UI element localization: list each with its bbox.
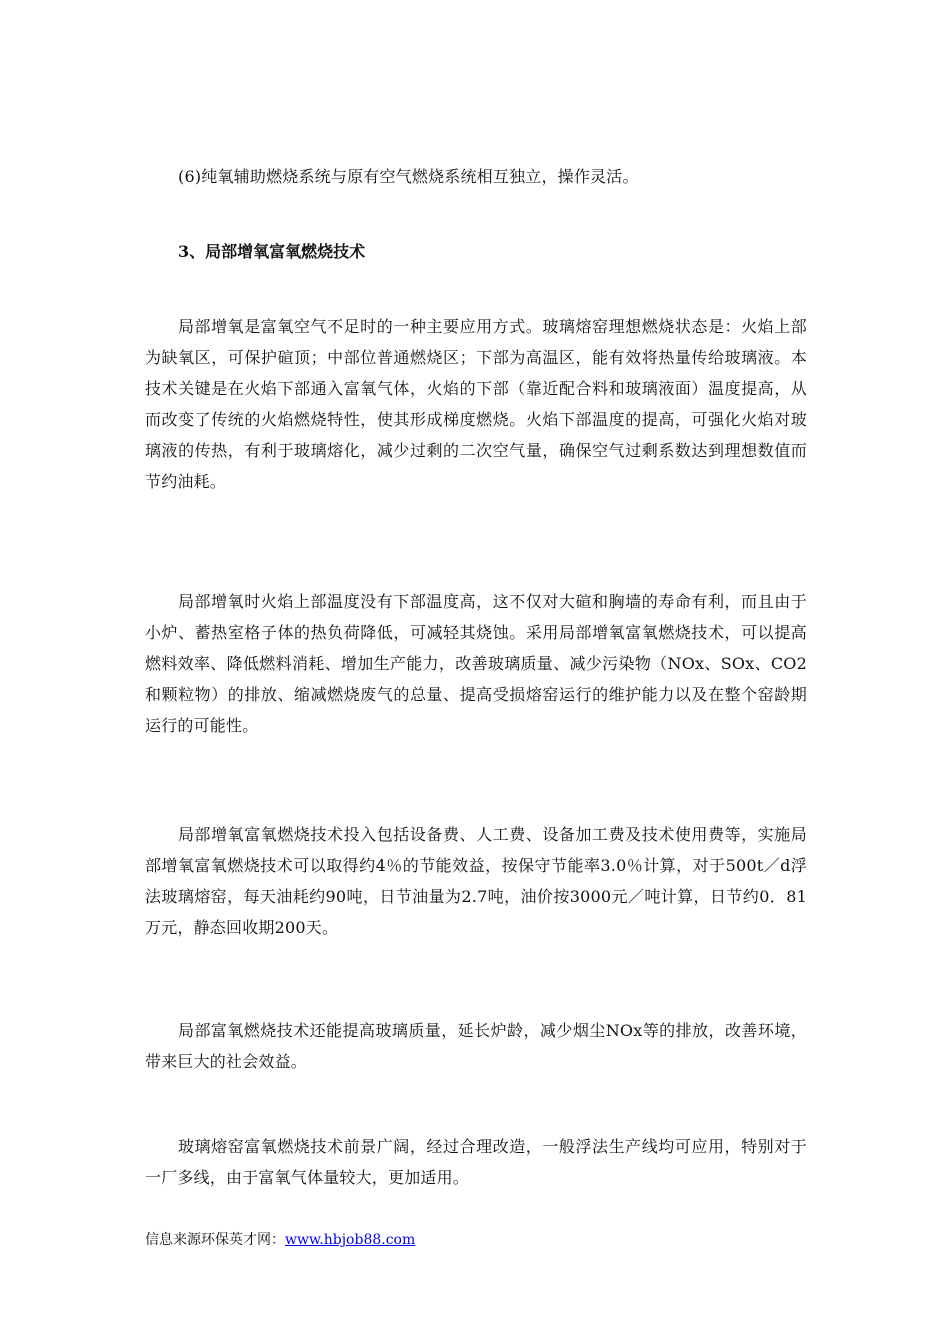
paragraph-pure-oxygen-system: (6)纯氧辅助燃烧系统与原有空气燃烧系统相互独立，操作灵活。 <box>178 167 639 186</box>
footer-label: 信息来源环保英才网： <box>145 1232 285 1248</box>
paragraph-investment-payback: 局部增氧富氧燃烧技术投入包括设备费、人工费、设备加工费及技术使用费等，实施局部增氧富氧燃烧技术可以取得约4％的节能效益，按保守节能率3.0％计算，对于500t／d浮法玻璃熔窑，每天油耗约90吨，日节油量为2.7吨，油价按3000元／吨计算，日节约0．81万元，静态回收期200天。 <box>145 825 807 937</box>
paragraph-local-oxygen-benefits: 局部增氧时火焰上部温度没有下部温度高，这不仅对大碹和胸墙的寿命有利，而且由于小炉、蓄热室格子体的热负荷降低，可减轻其烧蚀。采用局部增氧富氧燃烧技术，可以提高燃料效率、降低燃料消耗、增加生产能力，改善玻璃质量、减少污染物（NOx、SOx、CO2和颗粒物）的排放、缩减燃烧废气的总量、提高受损熔窑运行的维护能力以及在整个窑龄期运行的可能性。 <box>145 592 807 735</box>
paragraph-social-benefits: 局部富氧燃烧技术还能提高玻璃质量，延长炉龄，减少烟尘NOx等的排放，改善环境，带来巨大的社会效益。 <box>145 1021 807 1071</box>
source-footer <box>145 1228 415 1252</box>
source-link[interactable]: www.hbjob88.com <box>285 1232 416 1248</box>
paragraph-prospects: 玻璃熔窑富氧燃烧技术前景广阔，经过合理改造，一般浮法生产线均可应用，特别对于一厂多线，由于富氧气体量较大，更加适用。 <box>145 1137 807 1187</box>
section-heading: 3、局部增氧富氧燃烧技术 <box>178 242 366 261</box>
paragraph-local-oxygen-intro: 局部增氧是富氧空气不足时的一种主要应用方式。玻璃熔窑理想燃烧状态是：火焰上部为缺氧区，可保护碹顶；中部位普通燃烧区；下部为高温区，能有效将热量传给玻璃液。本技术关键是在火焰下部通入富氧气体，火焰的下部（靠近配合料和玻璃液面）温度提高，从而改变了传统的火焰燃烧特性，使其形成梯度燃烧。火焰下部温度的提高，可强化火焰对玻璃液的传热，有利于玻璃熔化，减少过剩的二次空气量，确保空气过剩系数达到理想数值而节约油耗。 <box>145 317 807 491</box>
